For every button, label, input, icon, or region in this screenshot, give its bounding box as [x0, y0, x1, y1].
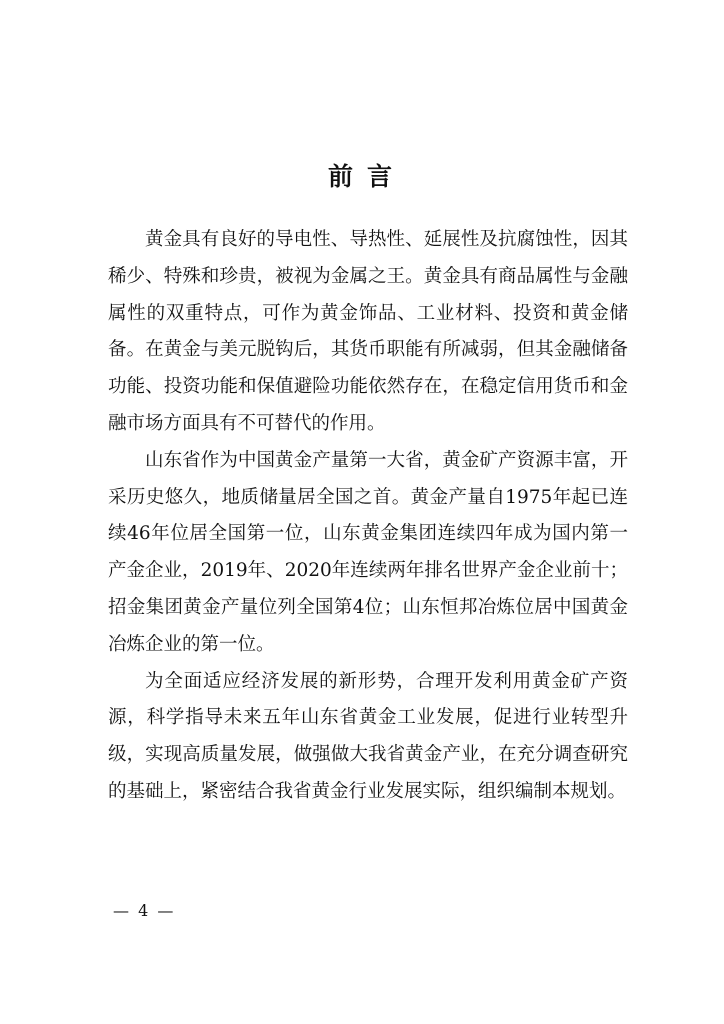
paragraph-plan-purpose: 为全面适应经济发展的新形势，合理开发利用黄金矿产资源，科学指导未来五年山东省黄金工业发展，促进行业转型升级，实现高质量发展，做强做大我省黄金产业，在充分调查研究的基础上，紧密结合我省黄金行业发展实际，组织编制本规划。 — [108, 670, 628, 802]
paragraph-gold-properties: 黄金具有良好的导电性、导热性、延展性及抗腐蚀性，因其稀少、特殊和珍贵，被视为金属之王。黄金具有商品属性与金融属性的双重特点，可作为黄金饰品、工业材料、投资和黄金储备。在黄金与美元脱钩后，其货币职能有所减弱，但其金融储备功能、投资功能和保值避险功能依然存在，在稳定信用货币和金融市场方面具有不可替代的作用。 — [108, 229, 628, 434]
page-title: 前言 — [327, 161, 406, 191]
page-number: — 4 — — [113, 901, 176, 920]
document-body — [108, 222, 628, 811]
paragraph-shandong-production: 山东省作为中国黄金产量第一大省，黄金矿产资源丰富，开采历史悠久，地质储量居全国之首。黄金产量自1975年起已连续46年位居全国第一位，山东黄金集团连续四年成为国内第一产金企业，2019年、2020年连续两年排名世界产金企业前十；招金集团黄金产量位列全国第4位；山东恒邦冶炼位居中国黄金冶炼企业的第一位。 — [108, 449, 628, 655]
